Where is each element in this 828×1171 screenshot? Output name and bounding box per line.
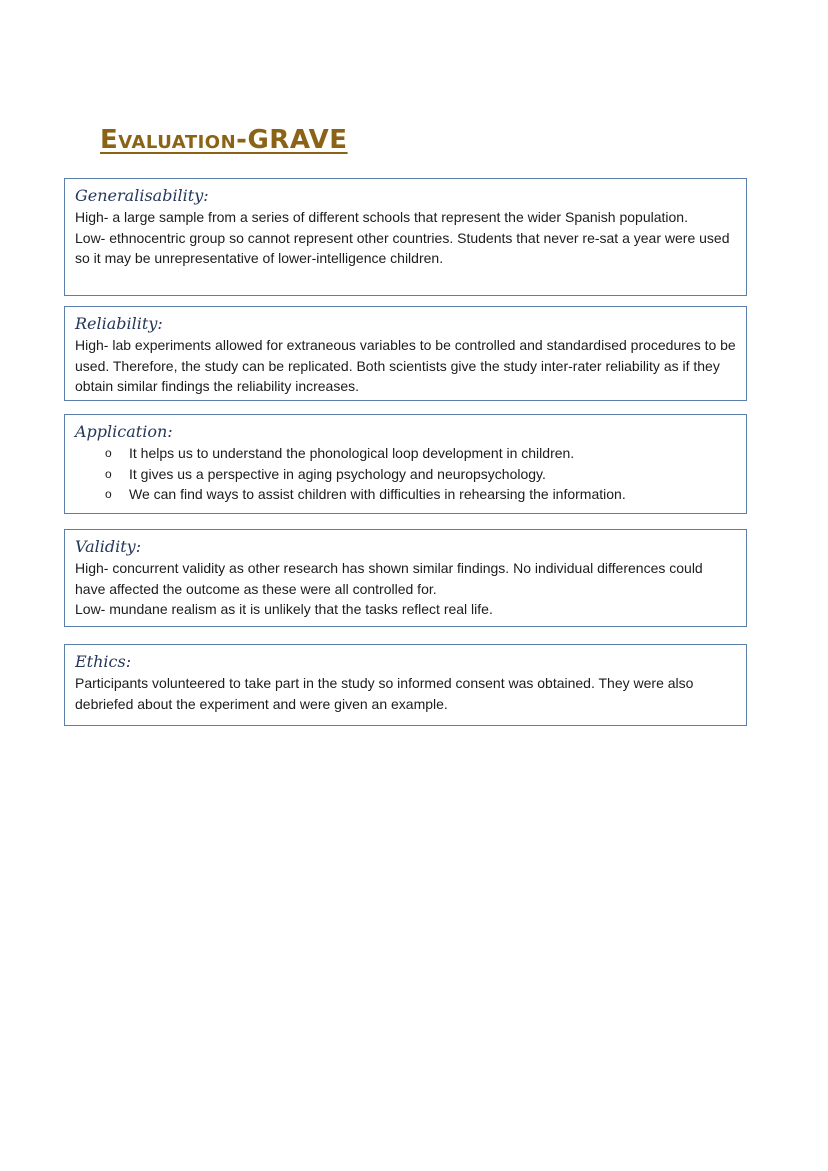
reliability-text: High- lab experiments allowed for extraneous variables to be controlled and standardised procedures to be used. Therefore, the study can be replicated. Both scientists give the study inter-rater reliability as if they obtain similar findings the reliability increases. xyxy=(75,337,736,394)
application-heading: Application: xyxy=(75,422,173,441)
validity-high-text: High- concurrent validity as other research has shown similar findings. No individual differences could have affected the outcome as these were all controlled for. xyxy=(75,560,703,597)
list-item xyxy=(105,443,736,464)
validity-box xyxy=(64,529,747,627)
reliability-box xyxy=(64,306,747,401)
ethics-heading: Ethics: xyxy=(75,652,132,671)
page-title: Evaluation-GRAVE xyxy=(100,125,348,155)
bullet-circle-icon: o xyxy=(105,466,112,481)
generalisability-low-text: Low- ethnocentric group so cannot represent other countries. Students that never re-sat a year were used so it may be unrepresentative of lower-intelligence children. xyxy=(75,229,730,266)
ethics-text: Participants volunteered to take part in the study so informed consent was obtained. They were also debriefed about the experiment and were given an example. xyxy=(75,675,694,712)
application-list xyxy=(75,443,736,505)
list-item xyxy=(105,484,736,505)
bullet-circle-icon: o xyxy=(105,446,112,460)
list-item xyxy=(105,464,736,485)
validity-low-text: Low- mundane realism as it is unlikely that the tasks reflect real life. xyxy=(75,601,493,617)
bullet-circle-icon: o xyxy=(105,487,112,501)
generalisability-high-text: High- a large sample from a series of different schools that represent the wider Spanish population. xyxy=(75,209,688,225)
ethics-box xyxy=(64,644,747,726)
application-item-text: We can find ways to assist children with difficulties in rehearsing the information. xyxy=(129,486,626,502)
generalisability-box xyxy=(64,178,747,296)
validity-heading: Validity: xyxy=(75,537,142,556)
application-box xyxy=(64,414,747,514)
application-item-text: It gives us a perspective in aging psychology and neuropsychology. xyxy=(129,465,546,482)
generalisability-heading: Generalisability: xyxy=(75,186,209,205)
reliability-heading: Reliability: xyxy=(75,314,163,333)
application-item-text: It helps us to understand the phonological loop development in children. xyxy=(129,445,575,461)
